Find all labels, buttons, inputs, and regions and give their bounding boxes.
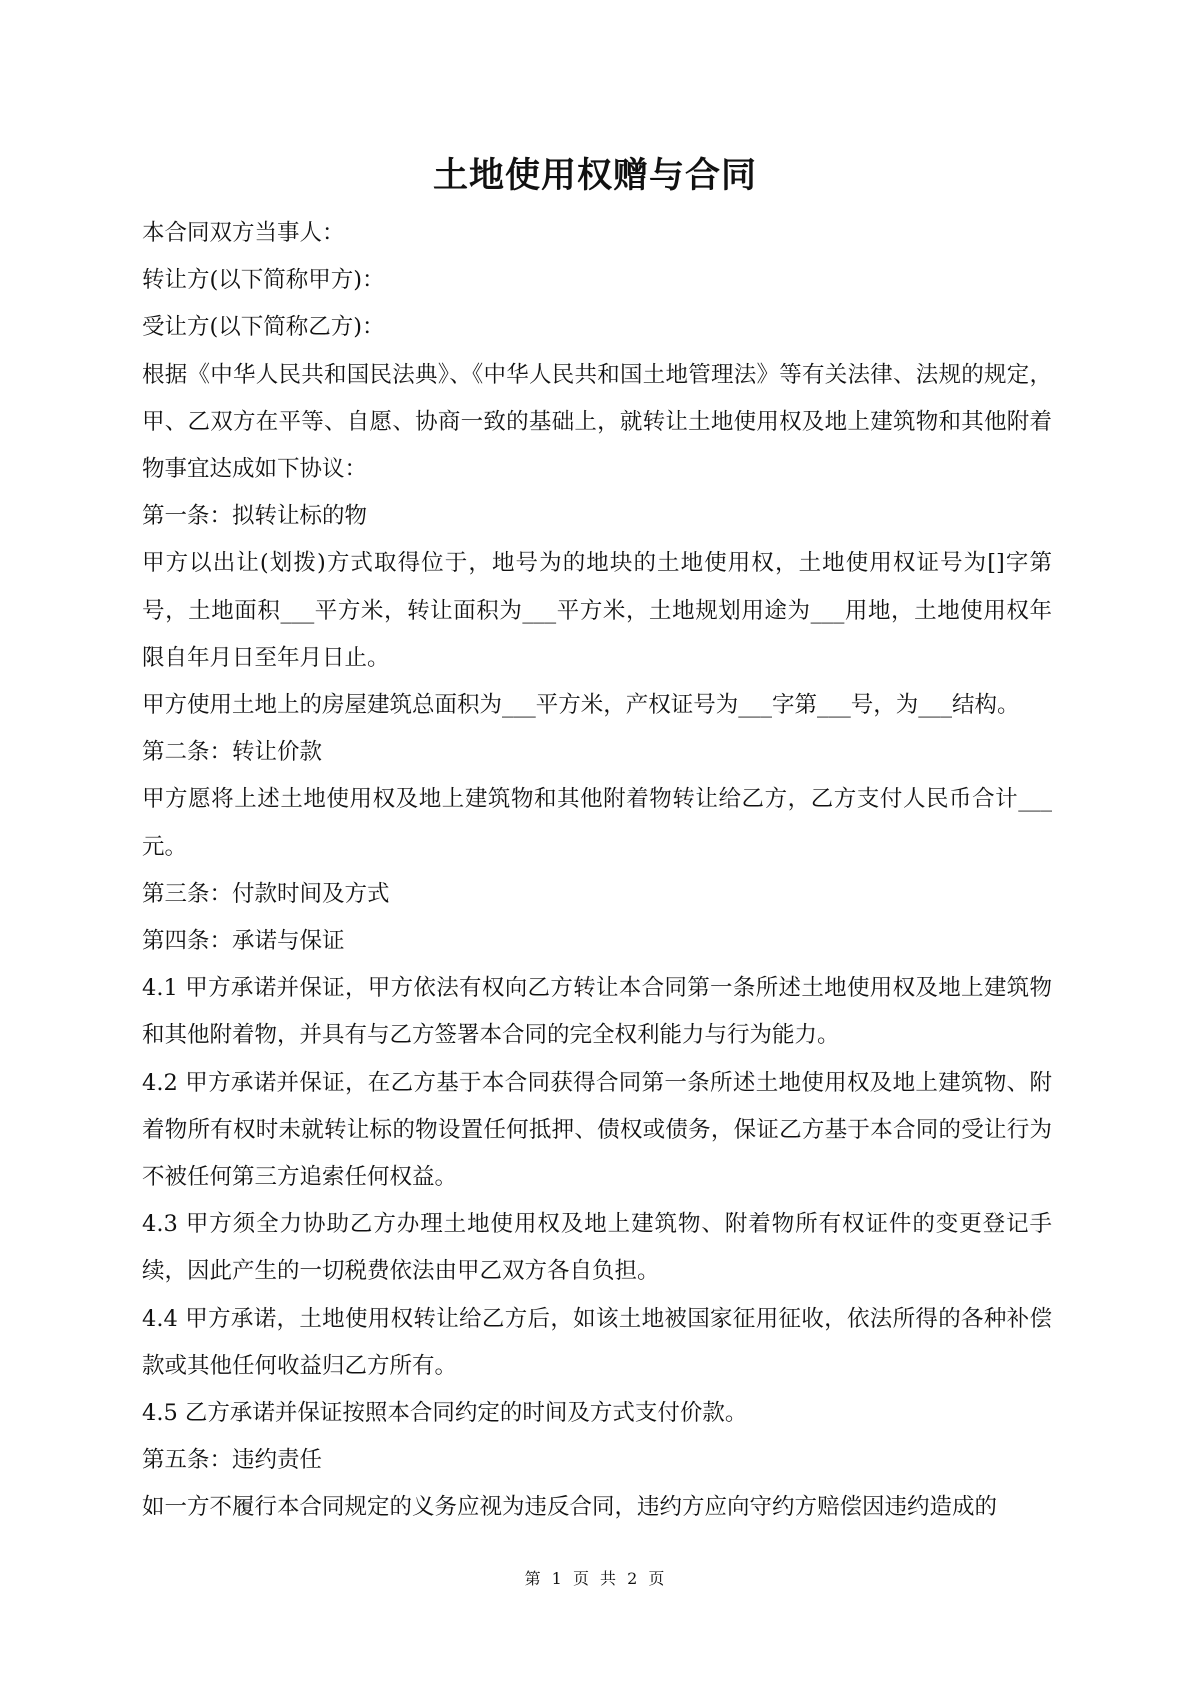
paragraph-transferee: 受让方(以下简称乙方)： bbox=[142, 314, 385, 341]
paragraph-building-details: 甲方使用土地上的房屋建筑总面积为___平方米，产权证号为___字第___号，为___结构。 bbox=[142, 692, 1020, 719]
section-heading-5: 第五条：违约责任 bbox=[142, 1447, 323, 1474]
clause-4-4: 4.4 甲方承诺，土地使用权转让给乙方后，如该土地被国家征用征收，依法所得的各种补偿款或其他任何收益归乙方所有。 bbox=[142, 1305, 1052, 1379]
section-heading-4: 第四条：承诺与保证 bbox=[142, 928, 345, 955]
paragraph-liability: 如一方不履行本合同规定的义务应视为违反合同，违约方应向守约方赔偿因违约造成的 bbox=[142, 1494, 998, 1521]
paragraph-parties: 本合同双方当事人： bbox=[142, 220, 345, 246]
page-footer: 第 1 页 共 2 页 bbox=[524, 1569, 666, 1588]
clause-4-1: 4.1 甲方承诺并保证，甲方依法有权向乙方转让本合同第一条所述土地使用权及地上建筑物和其他附着物，并具有与乙方签署本合同的完全权利能力与行为能力。 bbox=[142, 975, 1052, 1049]
section-heading-2: 第二条：转让价款 bbox=[142, 739, 323, 766]
paragraph-price: 甲方愿将上述土地使用权及地上建筑物和其他附着物转让给乙方，乙方支付人民币合计___元。 bbox=[142, 786, 1052, 860]
clause-4-5: 4.5 乙方承诺并保证按照本合同约定的时间及方式支付价款。 bbox=[142, 1400, 748, 1427]
section-heading-1: 第一条：拟转让标的物 bbox=[142, 503, 368, 530]
section-heading-3: 第三条：付款时间及方式 bbox=[142, 880, 390, 907]
clause-4-3: 4.3 甲方须全力协助乙方办理土地使用权及地上建筑物、附着物所有权证件的变更登记手续，因此产生的一切税费依法由甲乙双方各自负担。 bbox=[142, 1211, 1052, 1285]
paragraph-land-details: 甲方以出让(划拨)方式取得位于，地号为的地块的土地使用权，土地使用权证号为[]字第号，土地面积___平方米，转让面积为___平方米，土地规划用途为___用地，土地使用权年限自年月日至年月日止。 bbox=[142, 550, 1052, 671]
clause-4-2: 4.2 甲方承诺并保证，在乙方基于本合同获得合同第一条所述土地使用权及地上建筑物、附着物所有权时未就转让标的物设置任何抵押、债权或债务，保证乙方基于本合同的受让行为不被任何第三方追索任何权益。 bbox=[142, 1069, 1052, 1191]
document-title: 土地使用权赠与合同 bbox=[432, 155, 757, 196]
document-body bbox=[142, 210, 1052, 1532]
paragraph-preamble: 根据《中华人民共和国民法典》、《中华人民共和国土地管理法》等有关法律、法规的规定，甲、乙双方在平等、自愿、协商一致的基础上，就转让土地使用权及地上建筑物和其他附着物事宜达成如下协议： bbox=[142, 361, 1052, 483]
paragraph-transferor: 转让方(以下简称甲方)： bbox=[142, 267, 385, 294]
